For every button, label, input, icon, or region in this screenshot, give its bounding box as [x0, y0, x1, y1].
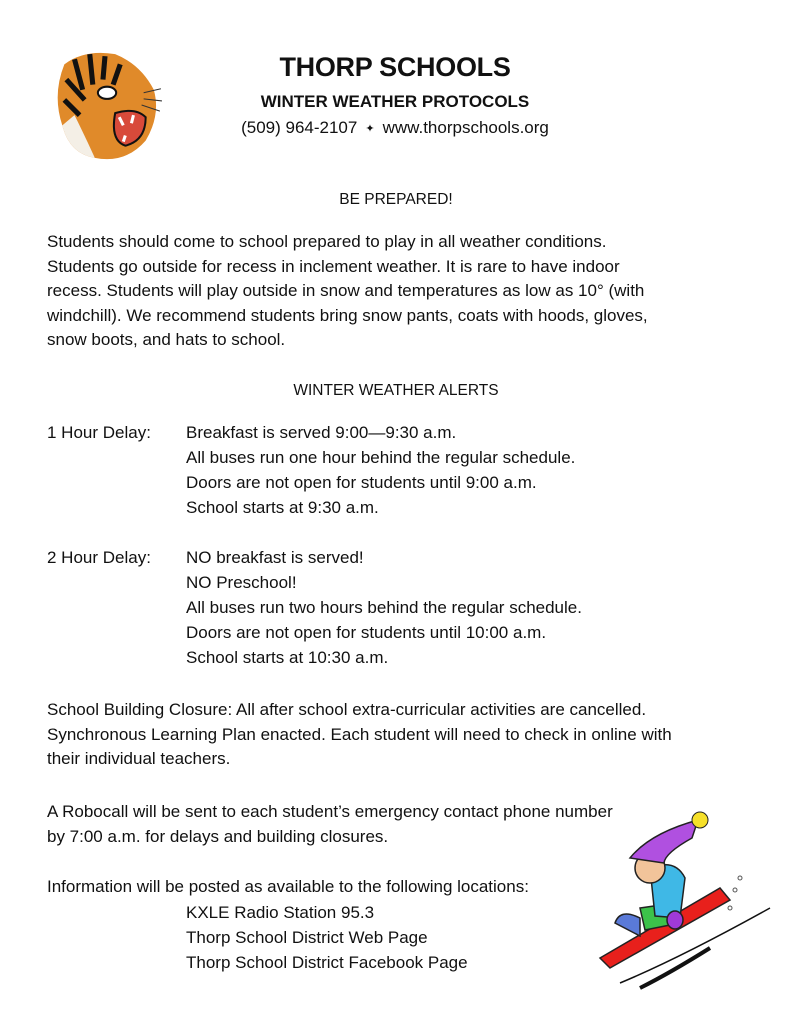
- separator-icon: ✦: [365, 123, 375, 136]
- one-hour-delay-label: 1 Hour Delay:: [47, 423, 151, 442]
- page-subtitle: WINTER WEATHER PROTOCOLS: [260, 92, 530, 111]
- contact-line: [200, 118, 590, 138]
- paragraph-line: recess. Students will play outside in snow and temperatures as low as 10° (with: [47, 281, 645, 300]
- page-title: THORP SCHOOLS: [279, 52, 511, 82]
- alerts-heading: WINTER WEATHER ALERTS: [293, 382, 499, 399]
- paragraph-line: Synchronous Learning Plan enacted. Each student will need to check in online with: [47, 724, 672, 744]
- list-item: School starts at 9:30 a.m.: [186, 498, 379, 517]
- paragraph-line: by 7:00 a.m. for delays and building closures.: [47, 826, 389, 846]
- list-item: NO breakfast is served!: [186, 548, 364, 567]
- one-hour-delay-list: [186, 420, 575, 520]
- phone-number: (509) 964-2107: [241, 118, 358, 137]
- list-item: All buses run two hours behind the regular schedule.: [186, 598, 582, 617]
- two-hour-delay-label: 2 Hour Delay:: [47, 548, 151, 567]
- website-link[interactable]: www.thorpschools.org: [382, 118, 549, 137]
- list-item: School starts at 10:30 a.m.: [186, 648, 389, 667]
- two-hour-delay-list: [186, 545, 582, 670]
- child-sledding-icon: [580, 808, 780, 998]
- list-item: Doors are not open for students until 10:00 a.m.: [186, 623, 547, 642]
- paragraph-line: windchill). We recommend students bring snow pants, coats with hoods, gloves,: [47, 305, 648, 325]
- list-item: Doors are not open for students until 9:00 a.m.: [186, 473, 537, 492]
- list-item: Breakfast is served 9:00—9:30 a.m.: [186, 423, 457, 442]
- closure-paragraph: [47, 698, 787, 772]
- paragraph-line: Students go outside for recess in inclement weather. It is rare to have indoor: [47, 256, 620, 276]
- info-intro: Information will be posted as available to the following locations:: [47, 877, 529, 896]
- paragraph-line: their individual teachers.: [47, 749, 231, 768]
- location-item: Thorp School District Web Page: [186, 928, 428, 947]
- paragraph-line: School Building Closure: All after school extra-curricular activities are cancelled.: [47, 700, 647, 719]
- paragraph-line: Students should come to school prepared to play in all weather conditions.: [47, 232, 607, 251]
- tiger-head-icon: [44, 44, 166, 166]
- list-item: All buses run one hour behind the regular schedule.: [186, 448, 576, 467]
- location-item: KXLE Radio Station 95.3: [186, 903, 375, 922]
- location-item: Thorp School District Facebook Page: [186, 953, 468, 972]
- be-prepared-paragraph: [47, 230, 767, 353]
- paragraph-line: snow boots, and hats to school.: [47, 330, 286, 349]
- be-prepared-heading: BE PREPARED!: [339, 191, 453, 208]
- list-item: NO Preschool!: [186, 573, 297, 592]
- paragraph-line: A Robocall will be sent to each student’s emergency contact phone number: [47, 802, 613, 821]
